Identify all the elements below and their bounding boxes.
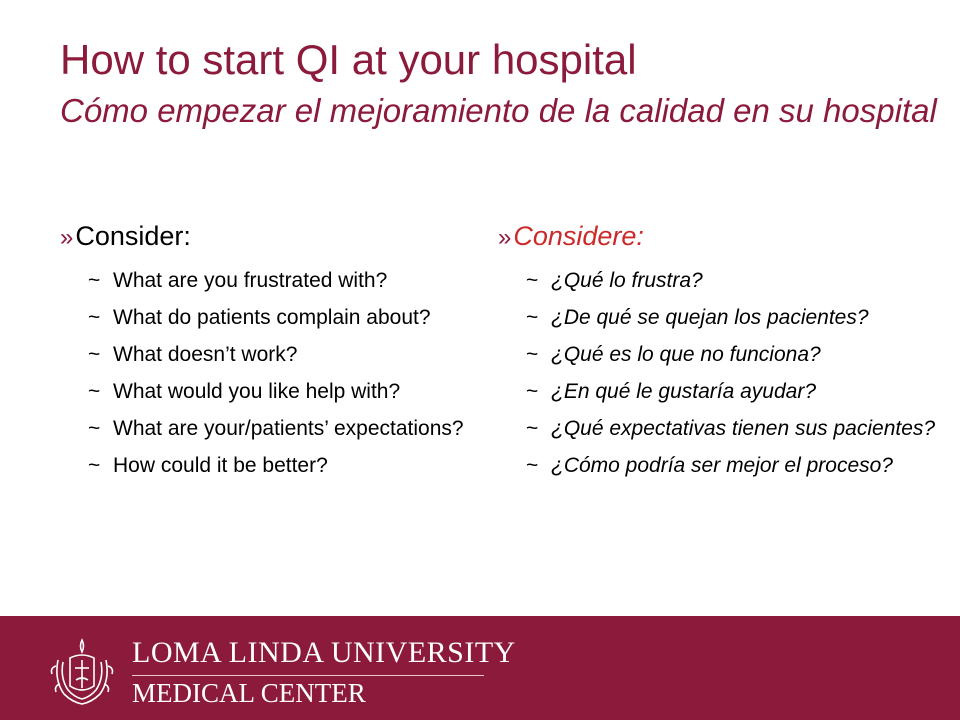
spanish-list — [498, 266, 938, 480]
tilde-bullet: ~ — [88, 306, 101, 329]
list-item-text: ¿Qué expectativas tienen sus pacientes? — [551, 417, 936, 440]
tilde-bullet: ~ — [526, 306, 539, 329]
english-column — [60, 218, 480, 488]
list-item — [498, 377, 938, 406]
tilde-bullet: ~ — [526, 269, 539, 292]
list-item — [498, 303, 938, 332]
list-item-text: What are your/patients’ expectations? — [113, 417, 464, 440]
list-item-text: What doesn’t work? — [113, 343, 298, 366]
english-heading — [60, 218, 480, 256]
title-block — [60, 34, 940, 136]
logo-university-name: LOMA LINDA UNIVERSITY — [132, 636, 516, 669]
list-item — [60, 414, 480, 443]
spanish-heading — [498, 218, 938, 256]
logo-medical-center: MEDICAL CENTER — [132, 678, 366, 708]
list-item — [498, 451, 938, 480]
list-item-text: ¿Qué es lo que no funciona? — [551, 343, 821, 366]
logo-divider — [132, 675, 484, 676]
list-item — [60, 340, 480, 369]
list-item-text: What are you frustrated with? — [113, 269, 388, 292]
list-item — [60, 303, 480, 332]
list-item-text: ¿Cómo podría ser mejor el proceso? — [551, 454, 893, 477]
university-seal-icon — [46, 636, 118, 708]
tilde-bullet: ~ — [88, 380, 101, 403]
tilde-bullet: ~ — [526, 417, 539, 440]
list-item — [498, 340, 938, 369]
list-item — [498, 414, 938, 443]
footer-banner — [0, 616, 960, 720]
list-item — [498, 266, 938, 295]
tilde-bullet: ~ — [526, 454, 539, 477]
tilde-bullet: ~ — [88, 454, 101, 477]
list-item — [60, 451, 480, 480]
spanish-column — [498, 218, 938, 488]
english-heading-text: Consider: — [75, 221, 191, 251]
list-item-text: ¿Qué lo frustra? — [551, 269, 703, 292]
slide-title: How to start QI at your hospital — [60, 36, 637, 83]
list-item-text: ¿En qué le gustaría ayudar? — [551, 380, 817, 403]
list-item — [60, 266, 480, 295]
list-item-text: ¿De qué se quejan los pacientes? — [551, 306, 869, 329]
slide-subtitle: Cómo empezar el mejoramiento de la calidad en su hospital — [60, 92, 937, 129]
list-item-text: What do patients complain about? — [113, 306, 431, 329]
tilde-bullet: ~ — [88, 269, 101, 292]
tilde-bullet: ~ — [526, 343, 539, 366]
tilde-bullet: ~ — [88, 417, 101, 440]
tilde-bullet: ~ — [526, 380, 539, 403]
bullet-chevron-icon: » — [498, 224, 512, 251]
english-list — [60, 266, 480, 480]
tilde-bullet: ~ — [88, 343, 101, 366]
list-item-text: How could it be better? — [113, 454, 328, 477]
list-item — [60, 377, 480, 406]
list-item-text: What would you like help with? — [113, 380, 401, 403]
spanish-heading-text: Considere: — [513, 221, 644, 251]
bullet-chevron-icon: » — [60, 224, 74, 251]
